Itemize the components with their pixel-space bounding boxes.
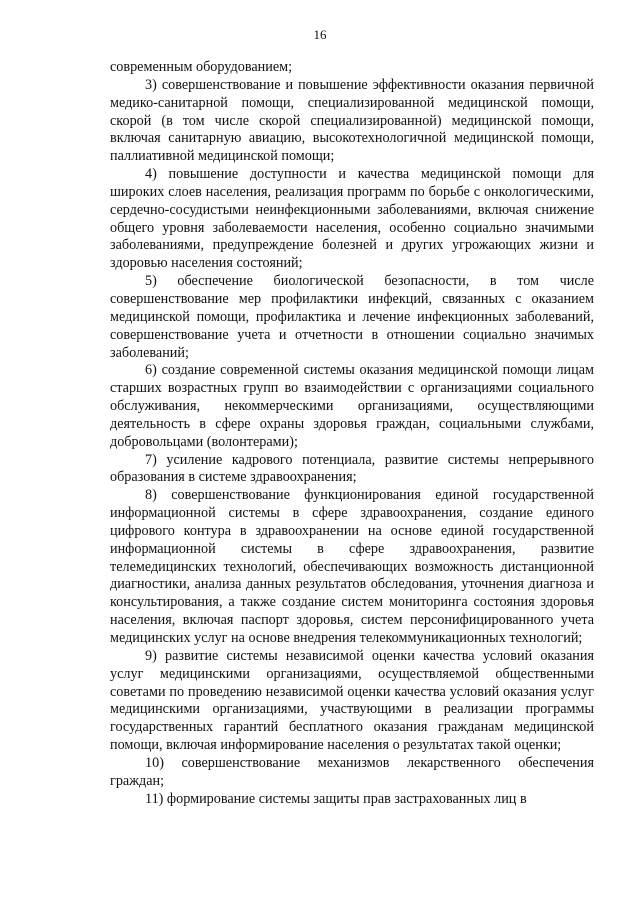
paragraph-item-7: 7) усиление кадрового потенциала, развитие системы непрерывного образования в системе здравоохранения;	[110, 451, 594, 486]
paragraph-item-9: 9) развитие системы независимой оценки качества условий оказания услуг медицинскими организациями, осуществляемой общественными советами по проведению независимой оценки качества условий оказания услуг медицинскими организациями, участвующими в реализации программы государственных гарантий бесплатного оказания гражданам медицинской помощи, включая информирование населения о результатах такой оценки;	[110, 647, 594, 754]
page-number: 16	[313, 27, 327, 42]
paragraph-item-4: 4) повышение доступности и качества медицинской помощи для широких слоев населения, реализация программ по борьбе с онкологическими, сердечно-сосудистыми неинфекционными заболеваниями, включая снижение общего уровня заболеваемости населения, особенно социально значимыми заболеваниями, предупреждение болезней и других угрожающих жизни и здоровью населения состояний;	[110, 166, 594, 272]
paragraph-item-8: 8) совершенствование функционирования единой государственной информационной системы в сфере здравоохранения, создание единого цифрового контура в здравоохранении на основе единой государственной информационной системы в сфере здравоохранения, развитие телемедицинских технологий, обеспечивающих возможность дистанционной диагностики, анализа данных результатов обследования, уточнения диагноза и консультирования, а также создание систем мониторинга состояния здоровья населения, включая паспорт здоровья, систем персонифицированного учета медицинских услуг на основе внедрения телекоммуникационных технологий;	[110, 487, 594, 646]
paragraph-item-11: 11) формирование системы защиты прав застрахованных лиц в	[145, 790, 527, 807]
paragraph-item-10: 10) совершенствование механизмов лекарственного обеспечения граждан;	[110, 754, 594, 789]
document-body	[110, 59, 594, 808]
paragraph-item-3: 3) совершенствование и повышение эффективности оказания первичной медико-санитарной помощи, специализированной медицинской помощи, скорой (в том числе скорой специализированной) медицинской помощи, включая санитарную авиацию, высокотехнологичной медицинской помощи, паллиативной медицинской помощи;	[110, 76, 594, 165]
paragraph-continuation: современным оборудованием;	[110, 59, 293, 75]
paragraph-item-5: 5) обеспечение биологической безопасности, в том числе совершенствование мер профилактики инфекций, связанных с оказанием медицинской помощи, профилактика и лечение инфекционных заболеваний, совершенствование учета и отчетности в отношении социально значимых заболеваний;	[110, 273, 594, 361]
paragraph-item-6: 6) создание современной системы оказания медицинской помощи лицам старших возрастных групп во взаимодействии с организациями социального обслуживания, некоммерческими организациями, осуществляющими деятельность в сфере охраны здоровья граждан, социальными службами, добровольцами (волонтерами);	[110, 362, 594, 450]
